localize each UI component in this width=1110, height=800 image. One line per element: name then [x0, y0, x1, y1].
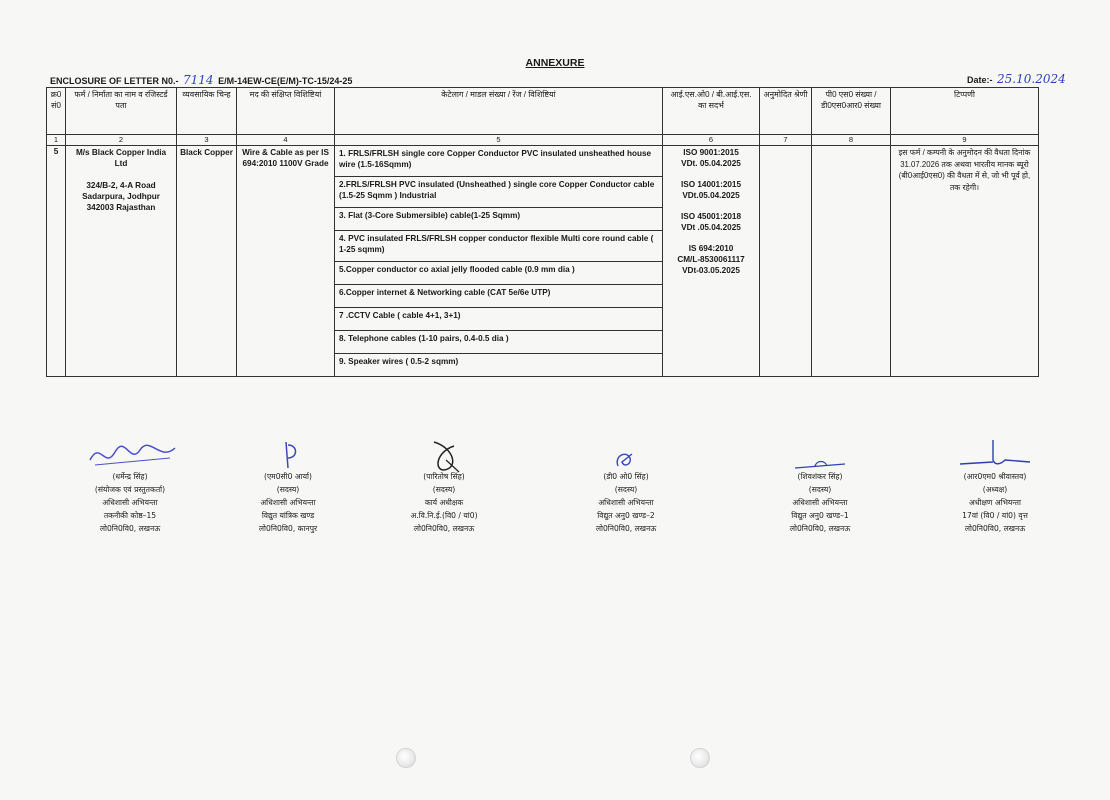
firm-address: 324/B-2, 4-A Road Sadarpura, Jodhpur 342003 Rajasthan [82, 181, 160, 212]
signature-scribble [915, 440, 1075, 470]
catalog-item: 1. FRLS/FRLSH single core Copper Conductor PVC insulated unsheathed house wire (1.5-16Sqmm) [335, 146, 662, 177]
col-num: 9 [891, 135, 1039, 146]
catalog-item: 7 .CCTV Cable ( cable 4+1, 3+1) [335, 308, 662, 331]
signatory-block [208, 440, 368, 535]
signatory-block [546, 440, 706, 535]
signatory-location: लो0नि0वि0, लखनऊ [964, 524, 1026, 533]
date-handwritten: 25.10.2024 [997, 72, 1066, 86]
col-num: 1 [47, 135, 66, 146]
cell-ps-number [812, 146, 891, 377]
header-firm: फर्म / निर्माता का नाम व रजिस्टर्ड पता [66, 88, 177, 135]
cell-certificates [663, 146, 760, 377]
signatory-name: (एम0सी0 आर्या) [264, 472, 312, 481]
signatory-designation: अधिशासी अभियन्ता [102, 498, 158, 507]
signatory-office: अ.वि.नि.ई.(वि0 / यां0) [410, 511, 478, 520]
catalog-item: 6.Copper internet & Networking cable (CAT 5e/6e UTP) [335, 285, 662, 308]
signatory-location: लो0नि0वि0, लखनऊ [413, 524, 475, 533]
signatory-block [915, 440, 1075, 535]
signatory-designation: अधिशासी अभियन्ता [598, 498, 654, 507]
col-num: 7 [760, 135, 812, 146]
punch-hole [690, 748, 710, 768]
signatory-name: (पारितोष सिंह) [423, 472, 465, 481]
signatory-office: विद्युत अनु0 खण्ड–1 [791, 511, 849, 520]
signatory-role: (संयोजक एवं प्रस्तुतकर्ता) [94, 485, 166, 494]
catalog-item: 2.FRLS/FRLSH PVC insulated (Unsheathed ) single core Copper Conductor cable (1.5-25 Sqmm ) Industrial [335, 177, 662, 208]
signature-scribble [740, 440, 900, 470]
signatory-role: (अध्यक्ष) [982, 485, 1008, 494]
signatory-office: विद्युत अनु0 खण्ड–2 [597, 511, 655, 520]
signatory-block [740, 440, 900, 535]
signatory-role: (सदस्य) [614, 485, 638, 494]
table-row [47, 146, 1039, 377]
cert-line: IS 694:2010 [688, 244, 734, 253]
cell-trademark: Black Copper [177, 146, 237, 377]
col-num: 4 [237, 135, 335, 146]
signatory-designation: अधिशासी अभियन्ता [792, 498, 848, 507]
signatory-office: विद्युत यांत्रिक खण्ड [261, 511, 315, 520]
cell-item-spec: Wire & Cable as per IS 694:2010 1100V Grade [237, 146, 335, 377]
firm-name: M/s Black Copper India Ltd [75, 148, 167, 168]
date-line [967, 72, 1068, 86]
signature-scribble [546, 440, 706, 470]
catalog-item: 3. Flat (3-Core Submersible) cable(1-25 Sqmm) [335, 208, 662, 231]
signatory-name: (आर0एम0 श्रीवास्तव) [963, 472, 1027, 481]
col-num: 2 [66, 135, 177, 146]
signatory-office: तकनीकी कोष्ठ–15 [103, 511, 157, 520]
header-iso-bis: आई.एस.ओ0 / बी.आई.एस. का सदर्भ [663, 88, 760, 135]
cert-line: ISO 45001:2018 [680, 212, 742, 221]
cert-line: ISO 9001:2015 [683, 148, 739, 157]
cert-line: VDt-03.05.2025 [682, 266, 740, 275]
catalog-item: 8. Telephone cables (1-10 pairs, 0.4-0.5 dia ) [335, 331, 662, 354]
header-catalog: केटेलाग / माडल संख्या / रेंज / विशिष्टियां [335, 88, 663, 135]
column-number-row [47, 135, 1039, 146]
col-num: 8 [812, 135, 891, 146]
header-ps-number: पी0 एस0 संख्या / डी0एस0आर0 संख्या [812, 88, 891, 135]
letter-reference: E/M-14EW-CE(E/M)-TC-15/24-25 [218, 76, 353, 86]
signatory-name: (शिवशंकर सिंह) [797, 472, 843, 481]
cell-catalog [335, 146, 663, 377]
signatories-section [30, 440, 1080, 550]
col-num: 3 [177, 135, 237, 146]
signatory-location: लो0नि0वि0, लखनऊ [595, 524, 657, 533]
catalog-item: 9. Speaker wires ( 0.5-2 sqmm) [339, 357, 459, 366]
signatory-office: 17वां (वि0 / यां0) वृत्त [962, 511, 1028, 520]
cert-line: ISO 14001:2015 [680, 180, 742, 189]
cert-line: CM/L-8530061117 [677, 255, 745, 264]
signatory-role: (सदस्य) [432, 485, 456, 494]
col-num: 5 [335, 135, 663, 146]
annexure-title: ANNEXURE [525, 57, 585, 69]
catalog-item: 4. PVC insulated FRLS/FRLSH copper conductor flexible Multi core round cable ( 1-25 sqmm) [335, 231, 662, 262]
enclosure-line [50, 73, 352, 87]
signatory-block [50, 440, 210, 535]
cell-remarks: इस फर्म / कम्पनी के अनुमोदन की वैधता दिनांक 31.07.2026 तक अथवा भारतीय मानक ब्यूरो (बी0आई0एस0) की वैधता में से, जो भी पूर्व हो, तक रहेगी। [891, 146, 1039, 377]
signatory-role: (सदस्य) [276, 485, 300, 494]
signatory-location: लो0नि0वि0, लखनऊ [99, 524, 161, 533]
header-category: अनुमोदित श्रेणी [760, 88, 812, 135]
header-trademark: व्यवसायिक चिन्ह [177, 88, 237, 135]
cert-line: VDt. 05.04.2025 [681, 159, 741, 168]
signature-scribble [50, 440, 210, 470]
signatory-designation: कार्य अधीक्षक [424, 498, 464, 507]
signatory-location: लो0नि0वि0, कानपुर [258, 524, 318, 533]
signature-scribble [208, 440, 368, 470]
header-item-spec: मद की संक्षिप्त विशिष्टियां [237, 88, 335, 135]
letter-number-handwritten: 7114 [183, 73, 214, 87]
table-header-row [47, 88, 1039, 135]
cell-category [760, 146, 812, 377]
cell-sno: 5 [47, 146, 66, 377]
header-sno: क्र0 सं0 [47, 88, 66, 135]
punch-hole [396, 748, 416, 768]
signatory-designation: अधीक्षण अभियन्ता [969, 498, 1021, 507]
header-remarks: टिप्पणी [891, 88, 1039, 135]
signatory-designation: अधिशासी अभियन्ता [260, 498, 316, 507]
catalog-item: 5.Copper conductor co axial jelly flooded cable (0.9 mm dia ) [335, 262, 662, 285]
signatory-name: (धर्मेन्द्र सिंह) [112, 472, 148, 481]
annexure-table [46, 87, 1039, 377]
signatory-name: (डी0 ओ0 सिंह) [603, 472, 649, 481]
cell-firm [66, 146, 177, 377]
cert-line: VDt.05.04.2025 [682, 191, 740, 200]
signatory-block [364, 440, 524, 535]
col-num: 6 [663, 135, 760, 146]
enclosure-prefix: ENCLOSURE OF LETTER N0.- [50, 76, 179, 86]
signatory-role: (सदस्य) [808, 485, 832, 494]
signature-scribble [364, 440, 524, 470]
date-label: Date:- [967, 75, 993, 85]
cert-line: VDt .05.04.2025 [681, 223, 741, 232]
signatory-location: लो0नि0वि0, लखनऊ [789, 524, 851, 533]
